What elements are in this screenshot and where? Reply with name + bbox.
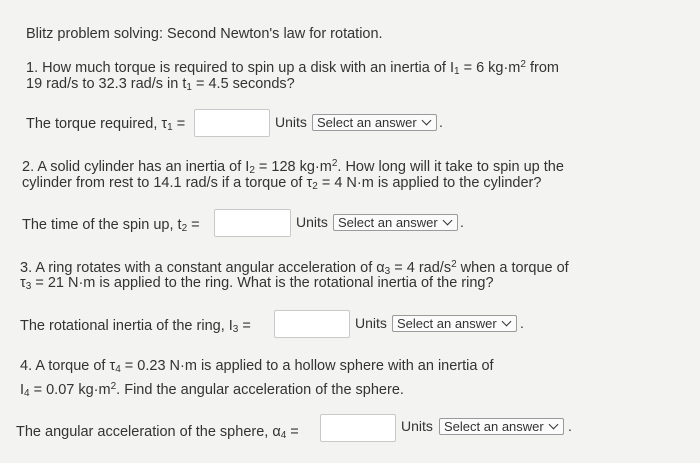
q3-line2: $\tau_3 = 21$ N·m is applied to the ring. What is the rotational inertia of the ring? — [20, 275, 494, 292]
q1-answer-input[interactable] — [194, 109, 270, 137]
chevron-down-icon — [501, 317, 511, 327]
q2-units-label: Units — [296, 214, 328, 230]
q1-units-label: Units — [275, 114, 307, 130]
q2-period: . — [460, 214, 464, 230]
q4-period: . — [568, 418, 572, 434]
chevron-down-icon — [421, 116, 431, 126]
q2-answer-input[interactable] — [214, 209, 291, 237]
q4-answer-label: The angular acceleration of the sphere, $\alpha_4$ = — [16, 424, 299, 441]
q2-line1: 2. A solid cylinder has an inertia of $I_2 = 128$ $kg\cdot m^2$. How long will it take to spin up the — [22, 158, 564, 176]
q4-answer-input[interactable] — [320, 414, 396, 442]
q1-line1: 1. How much torque is required to spin up a disk with an inertia of $I_1 = 6$ $kg\cdot m^2$ from — [26, 59, 559, 77]
q3-answer-label: The rotational inertia of the ring, $I_3$ = — [20, 318, 251, 335]
chevron-down-icon — [548, 420, 558, 430]
q4-line1: 4. A torque of $\tau_4 = 0.23$ N·m is applied to a hollow sphere with an inertia of — [20, 358, 494, 375]
q3-period: . — [520, 315, 524, 331]
q3-line1: 3. A ring rotates with a constant angular acceleration of $\alpha_3 = 4$ rad/$s^2$ when a torque of — [20, 259, 569, 277]
q1-period: . — [439, 114, 443, 130]
q1-units-select[interactable]: Select an answer — [312, 114, 437, 131]
q3-answer-input[interactable] — [274, 310, 350, 338]
q4-line2: $I_4 = 0.07$ $kg\cdot m^2$. Find the angular acceleration of the sphere. — [20, 381, 404, 399]
q2-line2: cylinder from rest to 14.1 rad/s if a torque of $\tau_2 = 4$ N·m is applied to the cylinder? — [22, 175, 542, 192]
q3-units-label: Units — [355, 315, 387, 331]
chevron-down-icon — [442, 216, 452, 226]
q4-units-select[interactable]: Select an answer — [439, 418, 564, 435]
q2-answer-label: The time of the spin up, $t_2$ = — [22, 217, 200, 234]
q2-units-select[interactable]: Select an answer — [333, 214, 458, 231]
q1-answer-label: The torque required, $\tau_1$ = — [26, 116, 186, 133]
q3-units-select[interactable]: Select an answer — [392, 315, 517, 332]
page-title: Blitz problem solving: Second Newton's law for rotation. — [26, 26, 383, 42]
q4-units-label: Units — [401, 418, 433, 434]
q1-line2: 19 rad/s to 32.3 rad/s in $t_1 = 4.5$ seconds? — [26, 76, 295, 93]
